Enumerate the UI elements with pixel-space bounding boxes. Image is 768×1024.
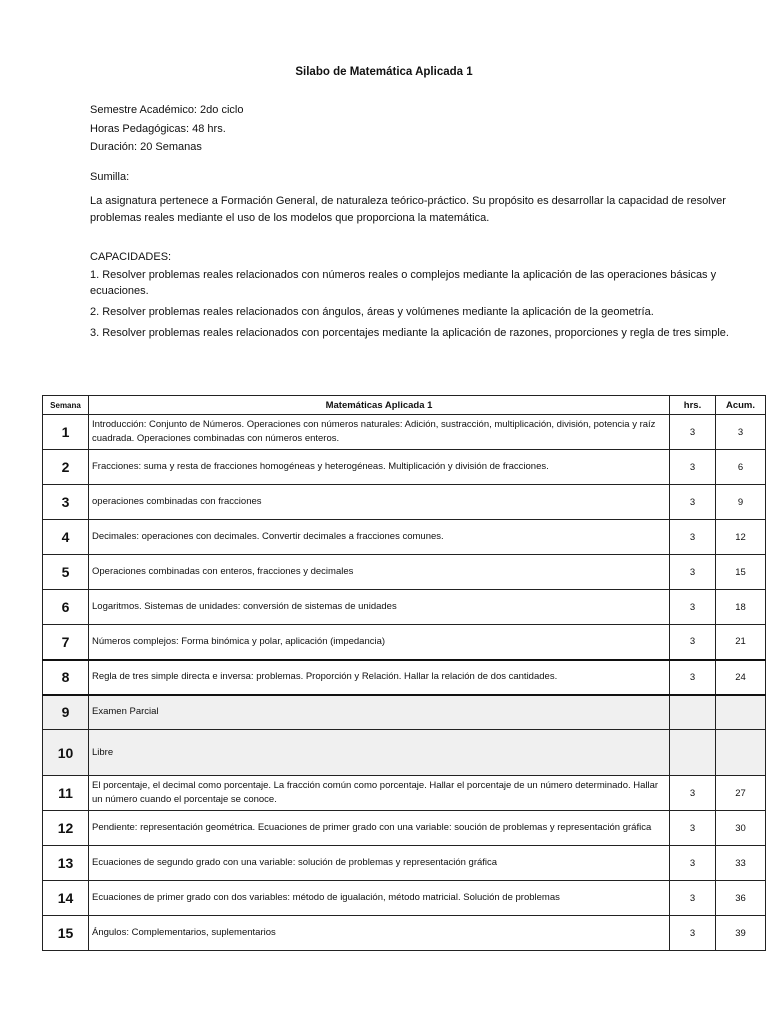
week-topic: Fracciones: suma y resta de fracciones homogéneas y heterogéneas. Multiplicación y división de fracciones. — [89, 450, 670, 485]
table-row — [43, 846, 766, 881]
week-number: 15 — [43, 916, 89, 951]
week-number: 12 — [43, 811, 89, 846]
sumilla-label: Sumilla: — [90, 171, 130, 183]
week-accumulated: 21 — [716, 625, 766, 660]
table-row — [43, 450, 766, 485]
week-topic: Examen Parcial — [89, 695, 670, 730]
week-accumulated: 33 — [716, 846, 766, 881]
header-semana: Semana — [43, 396, 89, 415]
week-topic: Ecuaciones de segundo grado con una variable: solución de problemas y representación gráfica — [89, 846, 670, 881]
course-meta — [90, 101, 243, 157]
week-accumulated: 15 — [716, 555, 766, 590]
week-hours — [670, 730, 716, 776]
week-number: 6 — [43, 590, 89, 625]
week-accumulated: 18 — [716, 590, 766, 625]
table-row — [43, 811, 766, 846]
header-hrs: hrs. — [670, 396, 716, 415]
week-topic: Introducción: Conjunto de Números. Operaciones con números naturales: Adición, sustracción, multiplicación, división, potencia y raíz cuadrada. Operaciones combinadas con números enteros. — [89, 415, 670, 450]
week-number: 14 — [43, 881, 89, 916]
week-hours: 3 — [670, 625, 716, 660]
week-number: 10 — [43, 730, 89, 776]
header-acum: Acum. — [716, 396, 766, 415]
capacidad-item: 2. Resolver problemas reales relacionados con ángulos, áreas y volúmenes mediante la aplicación de la geometría. — [90, 306, 654, 318]
week-accumulated: 39 — [716, 916, 766, 951]
week-number: 13 — [43, 846, 89, 881]
table-row — [43, 881, 766, 916]
week-topic: Pendiente: representación geométrica. Ecuaciones de primer grado con una variable: soución de problemas y representación gráfica — [89, 811, 670, 846]
table-row — [43, 916, 766, 951]
week-hours: 3 — [670, 415, 716, 450]
week-accumulated: 24 — [716, 660, 766, 695]
week-number: 3 — [43, 485, 89, 520]
week-hours: 3 — [670, 881, 716, 916]
week-hours: 3 — [670, 846, 716, 881]
capacidad-item: 3. Resolver problemas reales relacionados con porcentajes mediante la aplicación de razones, proporciones y regla de tres simple. — [90, 327, 729, 339]
sumilla-text: La asignatura pertenece a Formación General, de naturaleza teórico-práctico. Su propósito es desarrollar la capacidad de resolver problemas reales mediante el uso de los modelos que proporciona la matemática. — [90, 195, 726, 224]
table-row — [43, 590, 766, 625]
week-hours: 3 — [670, 450, 716, 485]
table-row — [43, 415, 766, 450]
week-number: 9 — [43, 695, 89, 730]
week-number: 4 — [43, 520, 89, 555]
week-accumulated — [716, 730, 766, 776]
week-hours: 3 — [670, 590, 716, 625]
table-row — [43, 485, 766, 520]
week-topic: Ángulos: Complementarios, suplementarios — [89, 916, 670, 951]
week-topic: Libre — [89, 730, 670, 776]
week-number: 11 — [43, 776, 89, 811]
week-topic: Ecuaciones de primer grado con dos variables: método de igualación, método matricial. Solución de problemas — [89, 881, 670, 916]
week-number: 5 — [43, 555, 89, 590]
week-accumulated: 27 — [716, 776, 766, 811]
header-topic: Matemáticas Aplicada 1 — [89, 396, 670, 415]
meta-horas: Horas Pedagógicas: 48 hrs. — [90, 122, 226, 135]
table-row — [43, 660, 766, 695]
capacidad-item: 1. Resolver problemas reales relacionados con números reales o complejos mediante la aplicación de las operaciones básicas y ecuaciones. — [90, 269, 717, 297]
week-topic: Números complejos: Forma binómica y polar, aplicación (impedancia) — [89, 625, 670, 660]
meta-semestre: Semestre Académico: 2do ciclo — [90, 104, 244, 116]
week-hours: 3 — [670, 660, 716, 695]
week-topic: El porcentaje, el decimal como porcentaje. La fracción común como porcentaje. Hallar el porcentaje de un número determinado. Hallar un número cuando el porcentaje se conoce. — [89, 776, 670, 811]
week-hours: 3 — [670, 485, 716, 520]
table-row — [43, 625, 766, 660]
week-accumulated: 6 — [716, 450, 766, 485]
week-hours: 3 — [670, 776, 716, 811]
capacidades-list — [90, 267, 760, 346]
table-row — [43, 695, 766, 730]
table-row — [43, 776, 766, 811]
page-title: Silabo de Matemática Aplicada 1 — [295, 66, 473, 78]
table-row — [43, 520, 766, 555]
week-topic: operaciones combinadas con fracciones — [89, 485, 670, 520]
week-topic: Logaritmos. Sistemas de unidades: conversión de sistemas de unidades — [89, 590, 670, 625]
week-hours — [670, 695, 716, 730]
week-number: 7 — [43, 625, 89, 660]
week-accumulated: 36 — [716, 881, 766, 916]
week-hours: 3 — [670, 520, 716, 555]
week-accumulated: 3 — [716, 415, 766, 450]
week-accumulated: 12 — [716, 520, 766, 555]
week-topic: Operaciones combinadas con enteros, fracciones y decimales — [89, 555, 670, 590]
table-row — [43, 730, 766, 776]
week-accumulated: 9 — [716, 485, 766, 520]
week-hours: 3 — [670, 916, 716, 951]
week-topic: Regla de tres simple directa e inversa: problemas. Proporción y Relación. Hallar la relación de dos cantidades. — [89, 660, 670, 695]
week-number: 8 — [43, 660, 89, 695]
week-number: 2 — [43, 450, 89, 485]
week-number: 1 — [43, 415, 89, 450]
capacidades-label: CAPACIDADES: — [90, 251, 172, 263]
syllabus-table — [42, 395, 766, 951]
table-row — [43, 555, 766, 590]
week-accumulated — [716, 695, 766, 730]
meta-duracion: Duración: 20 Semanas — [90, 141, 202, 153]
week-hours: 3 — [670, 555, 716, 590]
table-header-row — [43, 396, 766, 415]
week-hours: 3 — [670, 811, 716, 846]
week-accumulated: 30 — [716, 811, 766, 846]
week-topic: Decimales: operaciones con decimales. Convertir decimales a fracciones comunes. — [89, 520, 670, 555]
